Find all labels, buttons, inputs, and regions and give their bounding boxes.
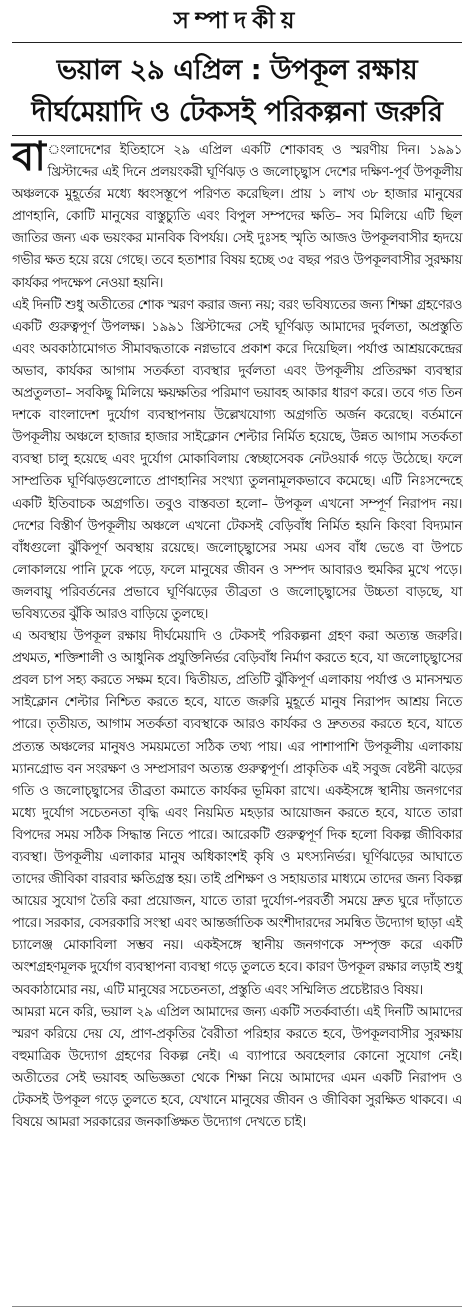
article-paragraph-3: এ অবস্থায় উপকূল রক্ষায় দীর্ঘমেয়াদি ও টেকসই পরিকল্পনা গ্রহণ করা অত্যন্ত জরুরি। প্রথমত, শক্তিশালী ও আধুনিক প্রযুক্তিনির্ভর বেড়িবাঁধ নির্মাণ করতে হবে, যা জলোচ্ছ্বাসের প্রবল চাপ সহ্য করতে সক্ষম হবে। দ্বিতীয়ত, প্রতিটি ঝুঁকিপূর্ণ এলাকায় পর্যাপ্ত ও মানসম্মত সাইক্লোন শেল্টার নিশ্চিত করতে হবে, যাতে জরুরি মুহূর্তে মানুষ নিরাপদ আশ্রয় নিতে পারে। তৃতীয়ত, আগাম সতর্কতা ব্যবস্থাকে আরও কার্যকর ও দ্রুততর করতে হবে, যাতে প্রত্যন্ত অঞ্চলের মানুষও সময়মতো সঠিক তথ্য পায়। এর পাশাপাশি উপকূলীয় এলাকায় ম্যানগ্রোভ বন সংরক্ষণ ও সম্প্রসারণ অত্যন্ত গুরুত্বপূর্ণ। প্রাকৃতিক এই সবুজ বেষ্টনী ঝড়ের গতি ও জলোচ্ছ্বাসের তীব্রতা কমাতে কার্যকর ভূমিকা রাখে। একইসঙ্গে স্থানীয় জনগণের মধ্যে দুর্যোগ সচেতনতা বৃদ্ধি এবং নিয়মিত মহড়ার আয়োজন করতে হবে, যাতে তারা বিপদের সময় সঠিক সিদ্ধান্ত নিতে পারে। আরেকটি গুরুত্বপূর্ণ দিক হলো বিকল্প জীবিকার ব্যবস্থা। উপকূলীয় এলাকার মানুষ অধিকাংশই কৃষি ও মৎস্যনির্ভর। ঘূর্ণিঝড়ের আঘাতে তাদের জীবিকা বারবার ক্ষতিগ্রস্ত হয়। তাই প্রশিক্ষণ ও সহায়তার মাধ্যমে তাদের জন্য বিকল্প আয়ের সুযোগ তৈরি করা প্রয়োজন, যাতে তারা দুর্যোগ-পরবর্তী সময়ে দ্রুত ঘুরে দাঁড়াতে পারে। সরকার, বেসরকারি সংস্থা এবং আন্তর্জাতিক অংশীদারদের সমন্বিত উদ্যোগ ছাড়া এই চ্যালেঞ্জ মোকাবিলা সম্ভব নয়। একইসঙ্গে স্থানীয় জনগণকে সম্পৃক্ত করে একটি অংশগ্রহণমূলক দুর্যোগ ব্যবস্থাপনা ব্যবস্থা গড়ে তুলতে হবে। কারণ উপকূল রক্ষার লড়াই শুধু অবকাঠামোর নয়, এটি মানুষের সচেতনতা, প্রস্তুতি এবং সম্মিলিত প্রচেষ্টারও বিষয়। bbox=[12, 629, 462, 998]
article-paragraph-2: এই দিনটি শুধু অতীতের শোক স্মরণ করার জন্য নয়; বরং ভবিষ্যতের জন্য শিক্ষা গ্রহণেরও একটি গুরুত্বপূর্ণ উপলক্ষ। ১৯৯১ খ্রিস্টাব্দের সেই ঘূর্ণিঝড় আমাদের দুর্বলতা, অপ্রস্তুতি এবং অবকাঠামোগত সীমাবদ্ধতাকে নগ্নভাবে প্রকাশ করে দিয়েছিল। পর্যাপ্ত আশ্রয়কেন্দ্রের অভাব, কার্যকর আগাম সতর্কতা ব্যবস্থার দুর্বলতা এবং উপকূলীয় প্রতিরক্ষা ব্যবস্থার অপ্রতুলতা– সবকিছু মিলিয়ে ক্ষয়ক্ষতির পরিমাণ ভয়াবহ আকার ধারণ করে। তবে গত তিন দশকে বাংলাদেশ দুর্যোগ ব্যবস্থাপনায় উল্লেখযোগ্য অগ্রগতি অর্জন করেছে। বর্তমানে উপকূলীয় অঞ্চলে হাজার হাজার সাইক্লোন শেল্টার নির্মিত হয়েছে, উন্নত আগাম সতর্কতা ব্যবস্থা চালু হয়েছে এবং দুর্যোগ মোকাবিলায় স্বেচ্ছাসেবক নেটওয়ার্ক গড়ে উঠেছে। ফলে সাম্প্রতিক ঘূর্ণিঝড়গুলোতে প্রাণহানির সংখ্যা তুলনামূলকভাবে কমেছে। এটি নিঃসন্দেহে একটি ইতিবাচক অগ্রগতি। তবুও বাস্তবতা হলো– উপকূল এখনো সম্পূর্ণ নিরাপদ নয়। দেশের বিস্তীর্ণ উপকূলীয় অঞ্চলে এখনো টেকসই বেড়িবাঁধ নির্মিত হয়নি কিংবা বিদ্যমান বাঁধগুলো ঝুঁকিপূর্ণ অবস্থায় রয়েছে। জলোচ্ছ্বাসের সময় এসব বাঁধ ভেঙে বা উপচে লোকালয়ে পানি ঢুকে পড়ে, ফলে মানুষের জীবন ও সম্পদ আবারও হুমকির মুখে পড়ে। জলবায়ু পরিবর্তনের প্রভাবে ঘূর্ণিঝড়ের তীব্রতা ও জলোচ্ছ্বাসের উচ্চতা বাড়ছে, যা ভবিষ্যতের ঝুঁকি আরও বাড়িয়ে তুলছে। bbox=[12, 297, 462, 622]
article-paragraph-1 bbox=[12, 134, 462, 295]
section-label: সম্পাদকীয় bbox=[173, 7, 301, 34]
article-paragraph-4: আমরা মনে করি, ভয়াল ২৯ এপ্রিল আমাদের জন্য একটি সতর্কবার্তা। এই দিনটি আমাদের স্মরণ করিয়ে দেয় যে, প্রাণ-প্রকৃতির বৈরীতা পরিহার করতে হবে, উপকূলবাসীর সুরক্ষায় বহুমাত্রিক উদ্যোগ গ্রহণের বিকল্প নেই। এ ব্যাপারে অবহেলার কোনো সুযোগ নেই। অতীতের সেই ভয়াবহ অভিজ্ঞতা থেকে শিক্ষা নিয়ে আমাদের এমন একটি নিরাপদ ও টেকসই উপকূল গড়ে তুলতে হবে, যেখানে মানুষের জীবন ও জীবিকা সুরক্ষিত থাকবে। এ বিষয়ে আমরা সরকারের জনকাঙ্ক্ষিত উদ্যোগ দেখতে চাই। bbox=[12, 1004, 462, 1131]
headline-line-1: ভয়াল ২৯ এপ্রিল : উপকূল রক্ষায় bbox=[56, 54, 418, 86]
section-divider bbox=[12, 42, 462, 43]
bottom-divider bbox=[12, 1306, 462, 1307]
headline-line-2: দীর্ঘমেয়াদি ও টেকসই পরিকল্পনা জরুরি bbox=[31, 96, 443, 128]
paragraph-text: ংলাদেশের ইতিহাসে ২৯ এপ্রিল একটি শোকাবহ ও স্মরণীয় দিন। ১৯৯১ খ্রিস্টাব্দের এই দিনে প্রলয়ংকরী ঘূর্ণিঝড় ও জলোচ্ছ্বাস দেশের দক্ষিণ-পূর্ব উপকূলীয় অঞ্চলকে মুহূর্তের মধ্যে ধ্বংসস্তূপে পরিণত করেছিল। প্রায় ১ লাখ ৩৮ হাজার মানুষের প্রাণহানি, কোটি মানুষের বাস্তুচ্যুতি এবং বিপুল সম্পদের ক্ষতি– সব মিলিয়ে এটি ছিল জাতির জন্য এক ভয়ংকর মানবিক বিপর্যয়। সেই দুঃসহ স্মৃতি আজও উপকূলবাসীর হৃদয়ে গভীর ক্ষত হয়ে রয়ে গেছে। তবে হতাশার বিষয় হচ্ছে ৩৫ বছর পরও উপকূলবাসীর সুরক্ষায় কার্যকর পদক্ষেপ নেওয়া হয়নি। bbox=[12, 143, 462, 291]
headline-block bbox=[12, 49, 462, 136]
article-body bbox=[12, 134, 462, 1134]
drop-cap: বা bbox=[12, 134, 46, 180]
